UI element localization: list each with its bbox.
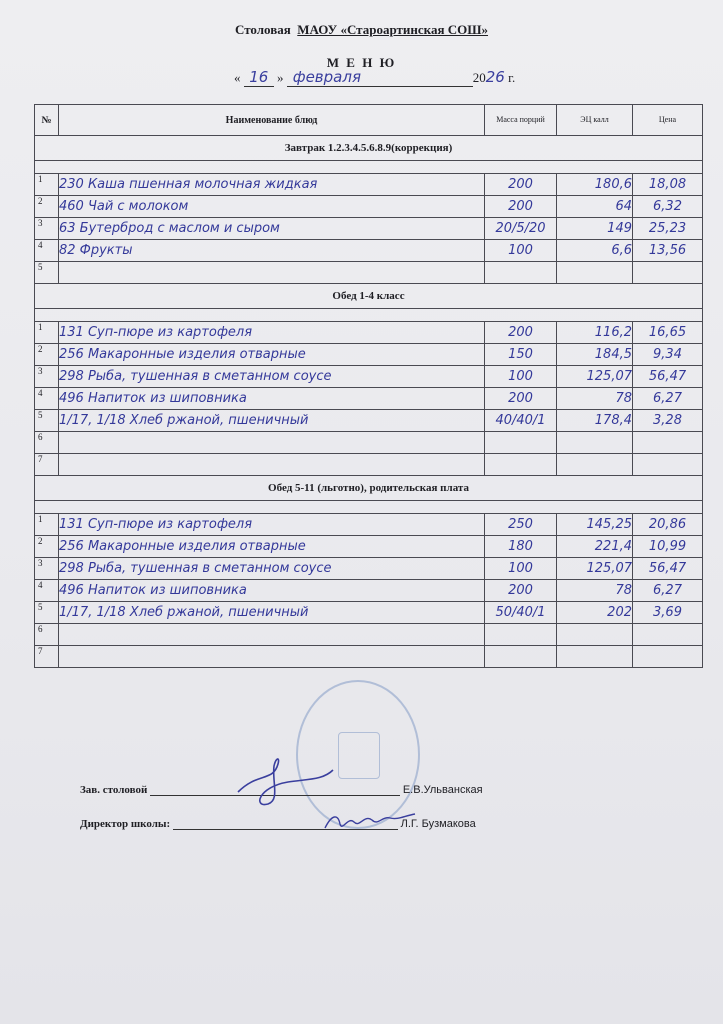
school-name: МАОУ «Староартинская СОШ» (297, 22, 489, 37)
date-month: февраля (287, 68, 473, 87)
dish-kcal (557, 432, 633, 454)
dish-name (59, 432, 485, 454)
section-spacer (35, 309, 703, 322)
dish-price: 13,56 (633, 240, 703, 262)
dish-mass (485, 432, 557, 454)
table-row (35, 646, 703, 668)
dish-name: 131 Суп-пюре из картофеля (59, 514, 485, 536)
year-suffix: 26 (485, 68, 505, 86)
table-row (35, 174, 703, 196)
dish-name: 298 Рыба, тушенная в сметанном соусе (59, 558, 485, 580)
row-number: 1 (35, 322, 59, 344)
header-energy: ЭЦ калл (557, 105, 633, 136)
dish-name (59, 454, 485, 476)
dish-kcal: 64 (557, 196, 633, 218)
document-title (0, 22, 723, 38)
row-number: 3 (35, 366, 59, 388)
dish-name: 1/17, 1/18 Хлеб ржаной, пшеничный (59, 410, 485, 432)
dish-price: 6,27 (633, 388, 703, 410)
dish-price (633, 262, 703, 284)
section-spacer-row (35, 309, 703, 322)
dish-mass: 250 (485, 514, 557, 536)
canteen-head-scribble (228, 752, 338, 812)
table-row (35, 432, 703, 454)
dish-kcal: 6,6 (557, 240, 633, 262)
dish-name: 82 Фрукты (59, 240, 485, 262)
year-unit: г. (508, 70, 516, 85)
dish-price (633, 454, 703, 476)
dish-kcal (557, 646, 633, 668)
dish-price: 10,99 (633, 536, 703, 558)
dish-price: 56,47 (633, 366, 703, 388)
year-prefix: 20 (472, 70, 486, 85)
table-row (35, 322, 703, 344)
dish-mass: 200 (485, 196, 557, 218)
row-number: 7 (35, 454, 59, 476)
dish-kcal: 78 (557, 580, 633, 602)
dish-mass: 100 (485, 558, 557, 580)
table-row (35, 454, 703, 476)
row-number: 6 (35, 432, 59, 454)
header-price: Цена (633, 105, 703, 136)
dish-price: 6,32 (633, 196, 703, 218)
dish-kcal (557, 624, 633, 646)
dish-price: 3,28 (633, 410, 703, 432)
row-number: 7 (35, 646, 59, 668)
dish-price: 6,27 (633, 580, 703, 602)
table-row (35, 536, 703, 558)
dish-kcal: 116,2 (557, 322, 633, 344)
dish-mass: 150 (485, 344, 557, 366)
section-title: Завтрак 1.2.3.4.5.6.8.9(коррекция) (35, 136, 703, 161)
director-scribble (320, 806, 420, 838)
dish-kcal: 149 (557, 218, 633, 240)
row-number: 4 (35, 240, 59, 262)
table-row (35, 602, 703, 624)
table-row (35, 344, 703, 366)
row-number: 1 (35, 514, 59, 536)
quote-open: « (234, 70, 241, 85)
dish-mass (485, 646, 557, 668)
dish-mass: 200 (485, 174, 557, 196)
menu-heading: М Е Н Ю (326, 55, 397, 70)
dish-price (633, 646, 703, 668)
dish-mass (485, 454, 557, 476)
row-number: 5 (35, 410, 59, 432)
date-day: 16 (244, 68, 274, 87)
dish-name: 256 Макаронные изделия отварные (59, 344, 485, 366)
row-number: 3 (35, 558, 59, 580)
dish-name: 1/17, 1/18 Хлеб ржаной, пшеничный (59, 602, 485, 624)
dish-kcal (557, 262, 633, 284)
director-name: Л.Г. Бузмакова (400, 818, 476, 830)
dish-price: 56,47 (633, 558, 703, 580)
quote-close: » (277, 70, 284, 85)
dish-name: 256 Макаронные изделия отварные (59, 536, 485, 558)
dish-kcal: 184,5 (557, 344, 633, 366)
dish-kcal: 178,4 (557, 410, 633, 432)
section-spacer-row (35, 501, 703, 514)
dish-mass: 100 (485, 366, 557, 388)
table-row (35, 580, 703, 602)
dish-name: 230 Каша пшенная молочная жидкая (59, 174, 485, 196)
table-row (35, 514, 703, 536)
dish-name (59, 624, 485, 646)
dish-kcal: 202 (557, 602, 633, 624)
dish-price (633, 624, 703, 646)
canteen-head-name: Е.В.Ульванская (402, 784, 483, 796)
dish-name (59, 262, 485, 284)
dish-name: 63 Бутерброд с маслом и сыром (59, 218, 485, 240)
dish-name: 496 Напиток из шиповника (59, 388, 485, 410)
row-number: 3 (35, 218, 59, 240)
dish-price (633, 432, 703, 454)
dish-price: 18,08 (633, 174, 703, 196)
section-title-row (35, 476, 703, 501)
director-label: Директор школы: (80, 818, 171, 830)
dish-mass: 200 (485, 580, 557, 602)
dish-mass (485, 624, 557, 646)
dish-kcal: 145,25 (557, 514, 633, 536)
dish-mass: 40/40/1 (485, 410, 557, 432)
row-number: 2 (35, 536, 59, 558)
section-title: Обед 5-11 (льготно), родительская плата (35, 476, 703, 501)
dish-mass: 200 (485, 388, 557, 410)
dish-price: 20,86 (633, 514, 703, 536)
dish-mass (485, 262, 557, 284)
dish-kcal (557, 454, 633, 476)
dish-mass: 20/5/20 (485, 218, 557, 240)
menu-table (34, 104, 703, 668)
table-row (35, 624, 703, 646)
dish-price: 16,65 (633, 322, 703, 344)
menu-date (234, 68, 564, 88)
section-spacer-row (35, 161, 703, 174)
dish-mass: 200 (485, 322, 557, 344)
canteen-head-label: Зав. столовой (80, 784, 148, 796)
row-number: 2 (35, 196, 59, 218)
table-row (35, 366, 703, 388)
row-number: 5 (35, 262, 59, 284)
dish-mass: 180 (485, 536, 557, 558)
header-name: Наименование блюд (59, 105, 485, 136)
dish-mass: 50/40/1 (485, 602, 557, 624)
row-number: 6 (35, 624, 59, 646)
canteen-label: Столовая (234, 22, 291, 37)
dish-name (59, 646, 485, 668)
row-number: 5 (35, 602, 59, 624)
section-title: Обед 1-4 класс (35, 284, 703, 309)
row-number: 4 (35, 580, 59, 602)
dish-kcal: 180,6 (557, 174, 633, 196)
row-number: 2 (35, 344, 59, 366)
table-row (35, 218, 703, 240)
row-number: 1 (35, 174, 59, 196)
dish-name: 298 Рыба, тушенная в сметанном соусе (59, 366, 485, 388)
dish-kcal: 125,07 (557, 558, 633, 580)
header-mass: Масса порций (485, 105, 557, 136)
stamp-emblem (338, 732, 380, 779)
dish-price: 3,69 (633, 602, 703, 624)
row-number: 4 (35, 388, 59, 410)
dish-name: 496 Напиток из шиповника (59, 580, 485, 602)
table-row (35, 388, 703, 410)
table-row (35, 262, 703, 284)
table-row (35, 558, 703, 580)
section-title-row (35, 284, 703, 309)
dish-kcal: 78 (557, 388, 633, 410)
section-spacer (35, 501, 703, 514)
dish-kcal: 125,07 (557, 366, 633, 388)
dish-name: 460 Чай с молоком (59, 196, 485, 218)
table-header-row (35, 105, 703, 136)
section-spacer (35, 161, 703, 174)
header-num: № (35, 105, 59, 136)
table-row (35, 240, 703, 262)
dish-kcal: 221,4 (557, 536, 633, 558)
dish-price: 9,34 (633, 344, 703, 366)
dish-mass: 100 (485, 240, 557, 262)
dish-name: 131 Суп-пюре из картофеля (59, 322, 485, 344)
dish-price: 25,23 (633, 218, 703, 240)
table-row (35, 410, 703, 432)
section-title-row (35, 136, 703, 161)
table-row (35, 196, 703, 218)
